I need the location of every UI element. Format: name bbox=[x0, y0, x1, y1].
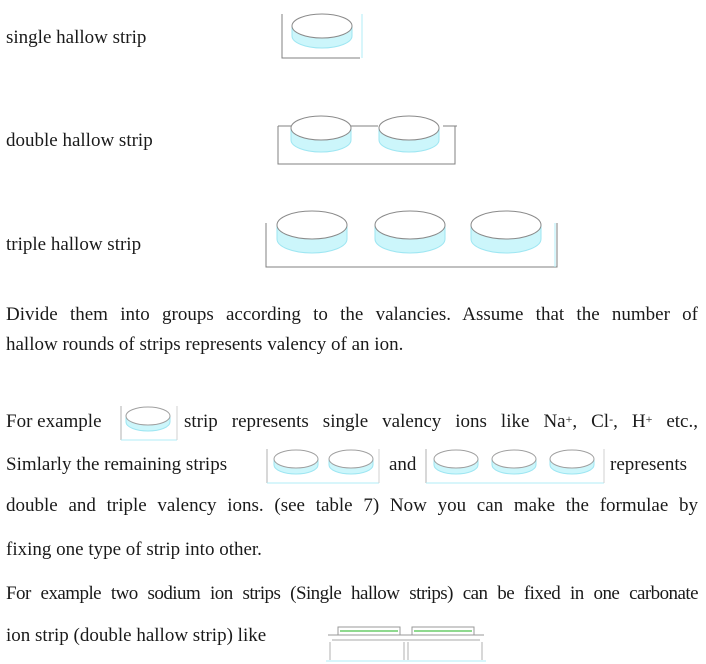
triple-hallow-strip-figure bbox=[263, 203, 563, 273]
inline-single-strip-icon bbox=[119, 402, 181, 444]
sodium-strip-right bbox=[412, 627, 474, 635]
double-hallow-strip-figure bbox=[275, 108, 465, 172]
single-valency-text bbox=[184, 410, 698, 434]
hollow-round bbox=[379, 116, 439, 152]
paragraph-1-line-2: hallow rounds of strips represents valency of an ion. bbox=[6, 334, 404, 355]
paragraph-3-line-1: For example two sodium ion strips (Single hallow strips) can be fixed in one carbonate bbox=[6, 583, 698, 604]
paragraph-2-line-3: double and triple valency ions. (see table 7) Now you can make the formulae by bbox=[6, 495, 698, 516]
similarly-text: Simlarly the remaining strips bbox=[6, 454, 228, 475]
double-strip-label: double hallow strip bbox=[6, 130, 153, 151]
inline-triple-strip-icon bbox=[424, 445, 608, 487]
hollow-round bbox=[471, 211, 541, 253]
represents-text: represents bbox=[610, 454, 688, 475]
and-text: and bbox=[389, 454, 417, 475]
single-strip-label: single hallow strip bbox=[6, 27, 147, 48]
paragraph-1-line-1: Divide them into groups according to the valancies. Assume that the number of bbox=[6, 304, 698, 325]
sodium-strip-left bbox=[338, 627, 400, 635]
single-hallow-strip-figure bbox=[278, 8, 368, 64]
carbonate-strip bbox=[326, 635, 486, 661]
hollow-round bbox=[292, 14, 352, 48]
hollow-round bbox=[291, 116, 351, 152]
fixed-strips-figure bbox=[322, 620, 490, 662]
hollow-round bbox=[277, 211, 347, 253]
etc-text: etc., bbox=[666, 411, 698, 432]
ion-cl: Cl-, bbox=[591, 411, 618, 432]
inline-double-strip-icon bbox=[265, 445, 383, 487]
for-example-text: For example bbox=[6, 411, 102, 432]
hollow-round bbox=[375, 211, 445, 253]
paragraph-2-line-4: fixing one type of strip into other. bbox=[6, 539, 262, 560]
ion-na: Na+, bbox=[543, 411, 578, 432]
ion-h: H+ bbox=[631, 411, 653, 432]
paragraph-3-line-2: ion strip (double hallow strip) like bbox=[6, 625, 267, 646]
strip-represents-text: strip represents single valency ions like bbox=[184, 411, 530, 432]
triple-strip-label: triple hallow strip bbox=[6, 234, 142, 255]
